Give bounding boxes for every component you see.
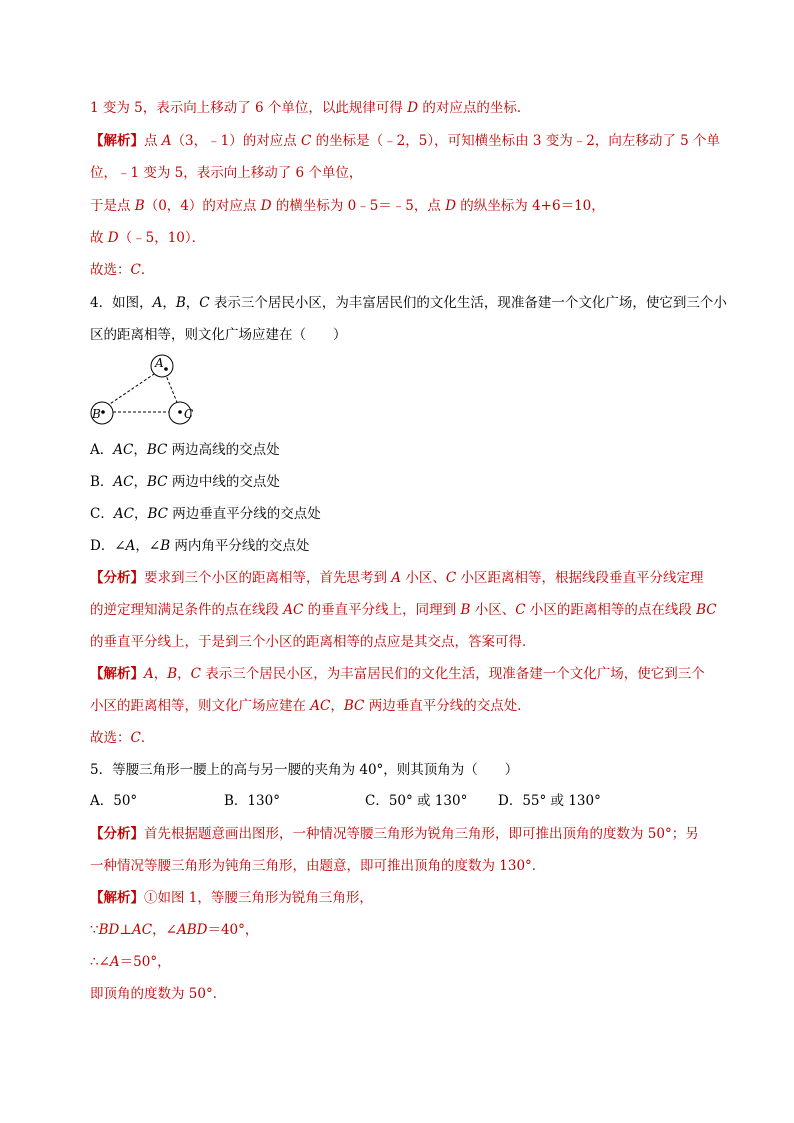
solution-line: 【解析】①如图 1，等腰三角形为锐角三角形， [90, 890, 373, 906]
solution-tag: 【解析】 [90, 890, 144, 906]
point-c [178, 410, 182, 414]
solution-line: 小区的距离相等，则文化广场应建在 AC，BC 两边垂直平分线的交点处． [90, 698, 531, 714]
text-line: 于是点 B（0，4）的对应点 D 的横坐标为 0﹣5＝﹣5，点 D 的纵坐标为 4+6＝10， [90, 198, 605, 214]
option-d: D．∠A，∠B 两内角平分线的交点处 [90, 538, 310, 554]
answer-line: 故选：C． [90, 262, 155, 278]
question-4-stem-cont: 区的距离相等，则文化广场应建在（ ） [90, 327, 347, 343]
answer-line: 故选：C． [90, 730, 155, 746]
analysis-line: 的逆定理知满足条件的点在线段 AC 的垂直平分线上，同理到 B 小区、C 小区的距离相等的点在线段 BC [90, 602, 717, 618]
option-c: C．AC，BC 两边垂直平分线的交点处 [90, 506, 321, 522]
analysis-line: 的垂直平分线上，于是到三个小区的距离相等的点应是其交点，答案可得． [90, 634, 536, 650]
analysis-line: 一种情况等腰三角形为钝角三角形，由题意，即可推出顶角的度数为 130°． [90, 858, 546, 874]
label-a: A [155, 356, 164, 370]
solution-line: 【解析】点 A（3，﹣1）的对应点 C 的坐标是（﹣2，5），可知横坐标由 3 变为﹣2，向左移动了 5 个单 [90, 133, 721, 149]
solution-line: ∵BD⊥AC，∠ABD＝40°， [90, 922, 259, 938]
question-5-stem: 5．等腰三角形一腰上的高与另一腰的夹角为 40°，则其顶角为（ ） [90, 762, 519, 778]
analysis-line: 【分析】首先根据题意画出图形，一种情况等腰三角形为锐角三角形，即可推出顶角的度数为 50°；另 [90, 826, 699, 842]
question-4-stem: 4．如图，A，B，C 表示三个居民小区，为丰富居民们的文化生活，现准备建一个文化广场，使它到三个小 [90, 295, 727, 311]
residential-area-figure [85, 350, 210, 432]
label-b: B [92, 407, 101, 421]
analysis-tag: 【分析】 [90, 570, 144, 586]
option-b: B．130° [224, 793, 280, 809]
text-line: 1 变为 5，表示向上移动了 6 个单位，以此规律可得 D 的对应点的坐标． [90, 100, 531, 116]
solution-tag: 【解析】 [90, 133, 144, 149]
point-b [101, 410, 105, 414]
solution-line: 即顶角的度数为 50°． [90, 986, 227, 1002]
analysis-line: 【分析】要求到三个小区的距离相等，首先思考到 A 小区、C 小区距离相等，根据线段垂直平分线定理 [90, 570, 704, 586]
option-c: C．50° 或 130° [365, 793, 468, 809]
option-a: A．50° [90, 793, 138, 809]
analysis-tag: 【分析】 [90, 826, 144, 842]
label-c: C [184, 407, 194, 421]
solution-line: ∴∠A＝50°， [90, 954, 171, 970]
option-d: D．55° 或 130° [498, 793, 601, 809]
solution-line: 【解析】A，B，C 表示三个居民小区，为丰富居民们的文化生活，现准备建一个文化广场，使它到三个 [90, 666, 705, 682]
option-a: A．AC，BC 两边高线的交点处 [90, 442, 280, 458]
option-b: B．AC，BC 两边中线的交点处 [90, 474, 280, 490]
solution-tag: 【解析】 [90, 666, 144, 682]
point-a [164, 367, 168, 371]
text-line: 故 D（﹣5，10）． [90, 230, 206, 246]
text-line: 位，﹣1 变为 5，表示向上移动了 6 个单位， [90, 165, 363, 181]
